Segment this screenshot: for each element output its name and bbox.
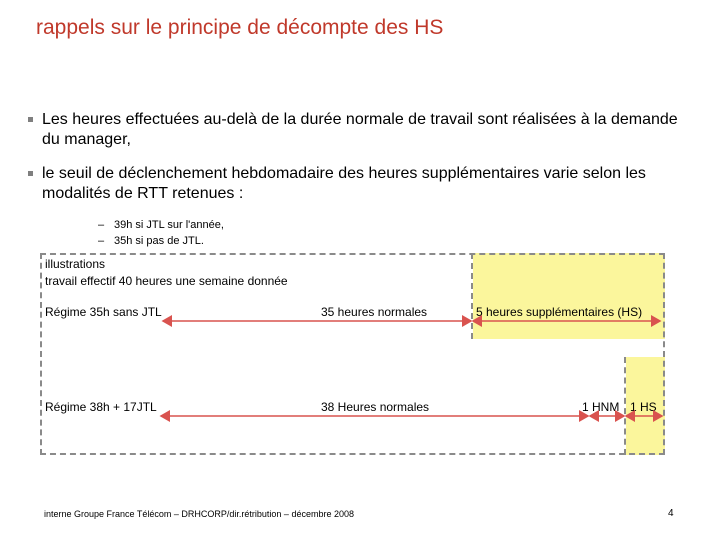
dash-icon: – [98,235,105,247]
bullet-text: Les heures effectuées au-delà de la durée normale de travail sont réalisées à la demande du manager, [42,111,678,148]
illustrations-title: illustrations [45,257,106,271]
row2-label: Régime 38h + 17JTL [45,400,157,414]
row1-normal-hours: 35 heures normales [321,305,428,319]
row2-hs-hours: 1 HS [630,400,657,414]
row2-normal-hours: 38 Heures normales [321,400,430,414]
illustrations-subtitle: travail effectif 40 heures une semaine donnée [45,274,288,288]
footer-text: interne Groupe France Télécom – DRHCORP/dir.rétribution – décembre 2008 [44,509,354,519]
slide-title: rappels sur le principe de décompte des HS [36,16,444,39]
row1-label: Régime 35h sans JTL [45,305,162,319]
bullet-text: le seuil de déclenchement hebdomadaire des heures supplémentaires varie selon les modalités de RTT retenues : [42,165,646,202]
sub-bullet-text: 39h si JTL sur l'année, [114,219,224,231]
row2-hnm-hours: 1 HNM [582,400,620,414]
page-number: 4 [668,508,674,519]
sub-bullet-text: 35h si pas de JTL. [114,235,204,247]
row1-overtime-hours: 5 heures supplémentaires (HS) [476,305,643,319]
dash-icon: – [98,219,105,231]
